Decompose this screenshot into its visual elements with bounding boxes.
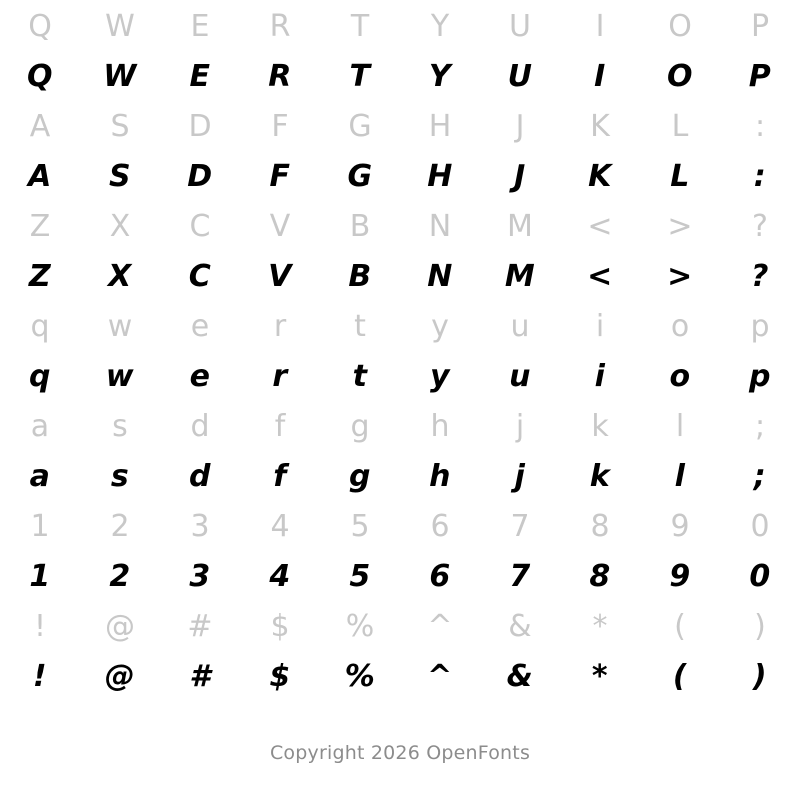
reference-row [0,4,800,50]
sample-glyph: 6 [429,559,451,594]
reference-glyph: F [271,109,289,144]
reference-glyph: Q [28,9,52,44]
sample-glyph: 7 [509,559,531,594]
sample-glyph: M [504,259,536,294]
sample-glyph: r [272,359,288,394]
reference-glyph: > [667,209,693,244]
sample-glyph: H [427,159,453,194]
sample-row [0,150,800,204]
reference-glyph: P [750,9,770,44]
sample-glyph: 4 [269,559,291,594]
reference-glyph: 6 [430,509,450,544]
reference-glyph: N [428,209,452,244]
reference-glyph: 2 [110,509,130,544]
reference-glyph: 8 [590,509,610,544]
reference-glyph: % [345,609,375,644]
reference-glyph: 5 [350,509,370,544]
reference-glyph: S [110,109,130,144]
sample-glyph: 0 [749,559,771,594]
reference-glyph: O [668,9,692,44]
sample-glyph: A [28,159,52,194]
reference-glyph: 9 [670,509,690,544]
reference-row [0,604,800,650]
reference-glyph: K [590,109,610,144]
sample-glyph: * [591,659,609,694]
sample-glyph: $ [269,659,291,694]
reference-glyph: G [348,109,372,144]
sample-glyph: N [427,259,453,294]
sample-glyph: T [349,59,371,94]
reference-glyph: 3 [190,509,210,544]
sample-glyph: w [105,359,135,394]
sample-glyph: W [103,59,137,94]
reference-glyph: < [587,209,613,244]
sample-glyph: S [108,159,132,194]
reference-glyph: g [350,409,370,444]
sample-glyph: G [347,159,373,194]
reference-glyph: ( [674,609,686,644]
reference-glyph: A [29,109,51,144]
sample-glyph: k [589,459,611,494]
reference-glyph: j [515,409,525,444]
reference-glyph: @ [105,609,135,644]
sample-glyph: > [667,259,693,294]
sample-row [0,450,800,504]
sample-glyph: : [753,159,767,194]
sample-glyph: ? [751,259,769,294]
sample-glyph: o [669,359,691,394]
copyright-notice: Copyright 2026 OpenFonts [269,742,531,764]
reference-glyph: 7 [510,509,530,544]
sample-glyph: y [429,359,451,394]
reference-glyph: i [595,309,605,344]
reference-glyph: U [509,9,531,44]
sample-glyph: I [594,59,606,94]
sample-glyph: C [188,259,212,294]
reference-glyph: T [350,9,370,44]
reference-glyph: R [269,9,291,44]
reference-glyph: d [190,409,210,444]
sample-glyph: # [189,659,211,694]
reference-glyph: f [274,409,286,444]
reference-glyph: D [188,109,212,144]
sample-glyph: Q [26,59,53,94]
sample-glyph: < [587,259,613,294]
sample-glyph: Y [428,59,452,94]
sample-glyph: e [189,359,211,394]
reference-glyph: t [354,309,366,344]
reference-glyph: B [349,209,371,244]
reference-glyph: E [190,9,210,44]
reference-glyph: M [507,209,533,244]
reference-glyph: e [190,309,210,344]
sample-glyph: 1 [29,559,51,594]
sample-glyph: P [748,59,772,94]
reference-glyph: q [30,309,50,344]
reference-glyph: C [189,209,211,244]
sample-glyph: D [187,159,213,194]
sample-glyph: ^ [427,659,453,694]
reference-glyph: L [671,109,689,144]
reference-row [0,404,800,450]
sample-glyph: g [349,459,371,494]
reference-glyph: # [187,609,213,644]
reference-glyph: k [591,409,609,444]
sample-row [0,50,800,104]
sample-glyph: O [666,59,693,94]
sample-glyph: j [514,459,526,494]
reference-glyph: o [670,309,690,344]
reference-glyph: ^ [427,609,453,644]
reference-glyph: ! [33,609,47,644]
reference-glyph: w [107,309,133,344]
sample-glyph: 8 [589,559,611,594]
reference-glyph: X [109,209,131,244]
reference-glyph: H [428,109,452,144]
sample-glyph: 2 [109,559,131,594]
sample-glyph: R [268,59,292,94]
sample-glyph: J [514,159,526,194]
reference-glyph: W [105,9,135,44]
reference-glyph: $ [270,609,290,644]
reference-glyph: 0 [750,509,770,544]
sample-glyph: E [189,59,211,94]
reference-glyph: l [675,409,685,444]
sample-glyph: 9 [669,559,691,594]
reference-glyph: 1 [30,509,50,544]
reference-glyph: & [508,609,532,644]
sample-glyph: 3 [189,559,211,594]
sample-glyph: ! [32,659,48,694]
reference-glyph: Y [430,9,450,44]
sample-glyph: p [749,359,771,394]
sample-glyph: % [344,659,376,694]
sample-glyph: i [594,359,606,394]
reference-glyph: Z [29,209,51,244]
reference-glyph: h [430,409,450,444]
reference-glyph: a [30,409,50,444]
sample-glyph: K [588,159,612,194]
reference-row [0,104,800,150]
sample-glyph: V [268,259,292,294]
sample-glyph: ) [752,659,768,694]
reference-glyph: 4 [270,509,290,544]
reference-row [0,504,800,550]
sample-glyph: B [348,259,372,294]
sample-glyph: Z [28,259,52,294]
reference-glyph: y [431,309,449,344]
sample-glyph: ( [672,659,688,694]
reference-glyph: ? [752,209,768,244]
sample-glyph: u [509,359,531,394]
reference-glyph: * [592,609,608,644]
sample-glyph: l [674,459,686,494]
sample-glyph: ; [753,459,767,494]
reference-glyph: : [754,109,766,144]
sample-row [0,250,800,304]
sample-glyph: 5 [349,559,371,594]
sample-glyph: f [273,459,287,494]
reference-glyph: r [273,309,287,344]
sample-glyph: & [506,659,534,694]
reference-glyph: V [269,209,291,244]
sample-glyph: a [29,459,51,494]
reference-row [0,304,800,350]
reference-glyph: ; [754,409,766,444]
reference-glyph: u [510,309,530,344]
sample-glyph: q [29,359,51,394]
sample-glyph: d [189,459,211,494]
reference-glyph: I [595,9,605,44]
sample-row [0,350,800,404]
sample-glyph: t [352,359,368,394]
sample-glyph: L [670,159,690,194]
reference-glyph: J [515,109,525,144]
sample-glyph: @ [104,659,136,694]
sample-glyph: X [108,259,132,294]
reference-glyph: p [750,309,770,344]
sample-glyph: h [429,459,451,494]
sample-row [0,650,800,704]
sample-glyph: s [110,459,130,494]
sample-glyph: F [269,159,291,194]
reference-row [0,204,800,250]
reference-glyph: ) [754,609,766,644]
sample-row [0,550,800,604]
sample-glyph: U [507,59,533,94]
reference-glyph: s [112,409,128,444]
